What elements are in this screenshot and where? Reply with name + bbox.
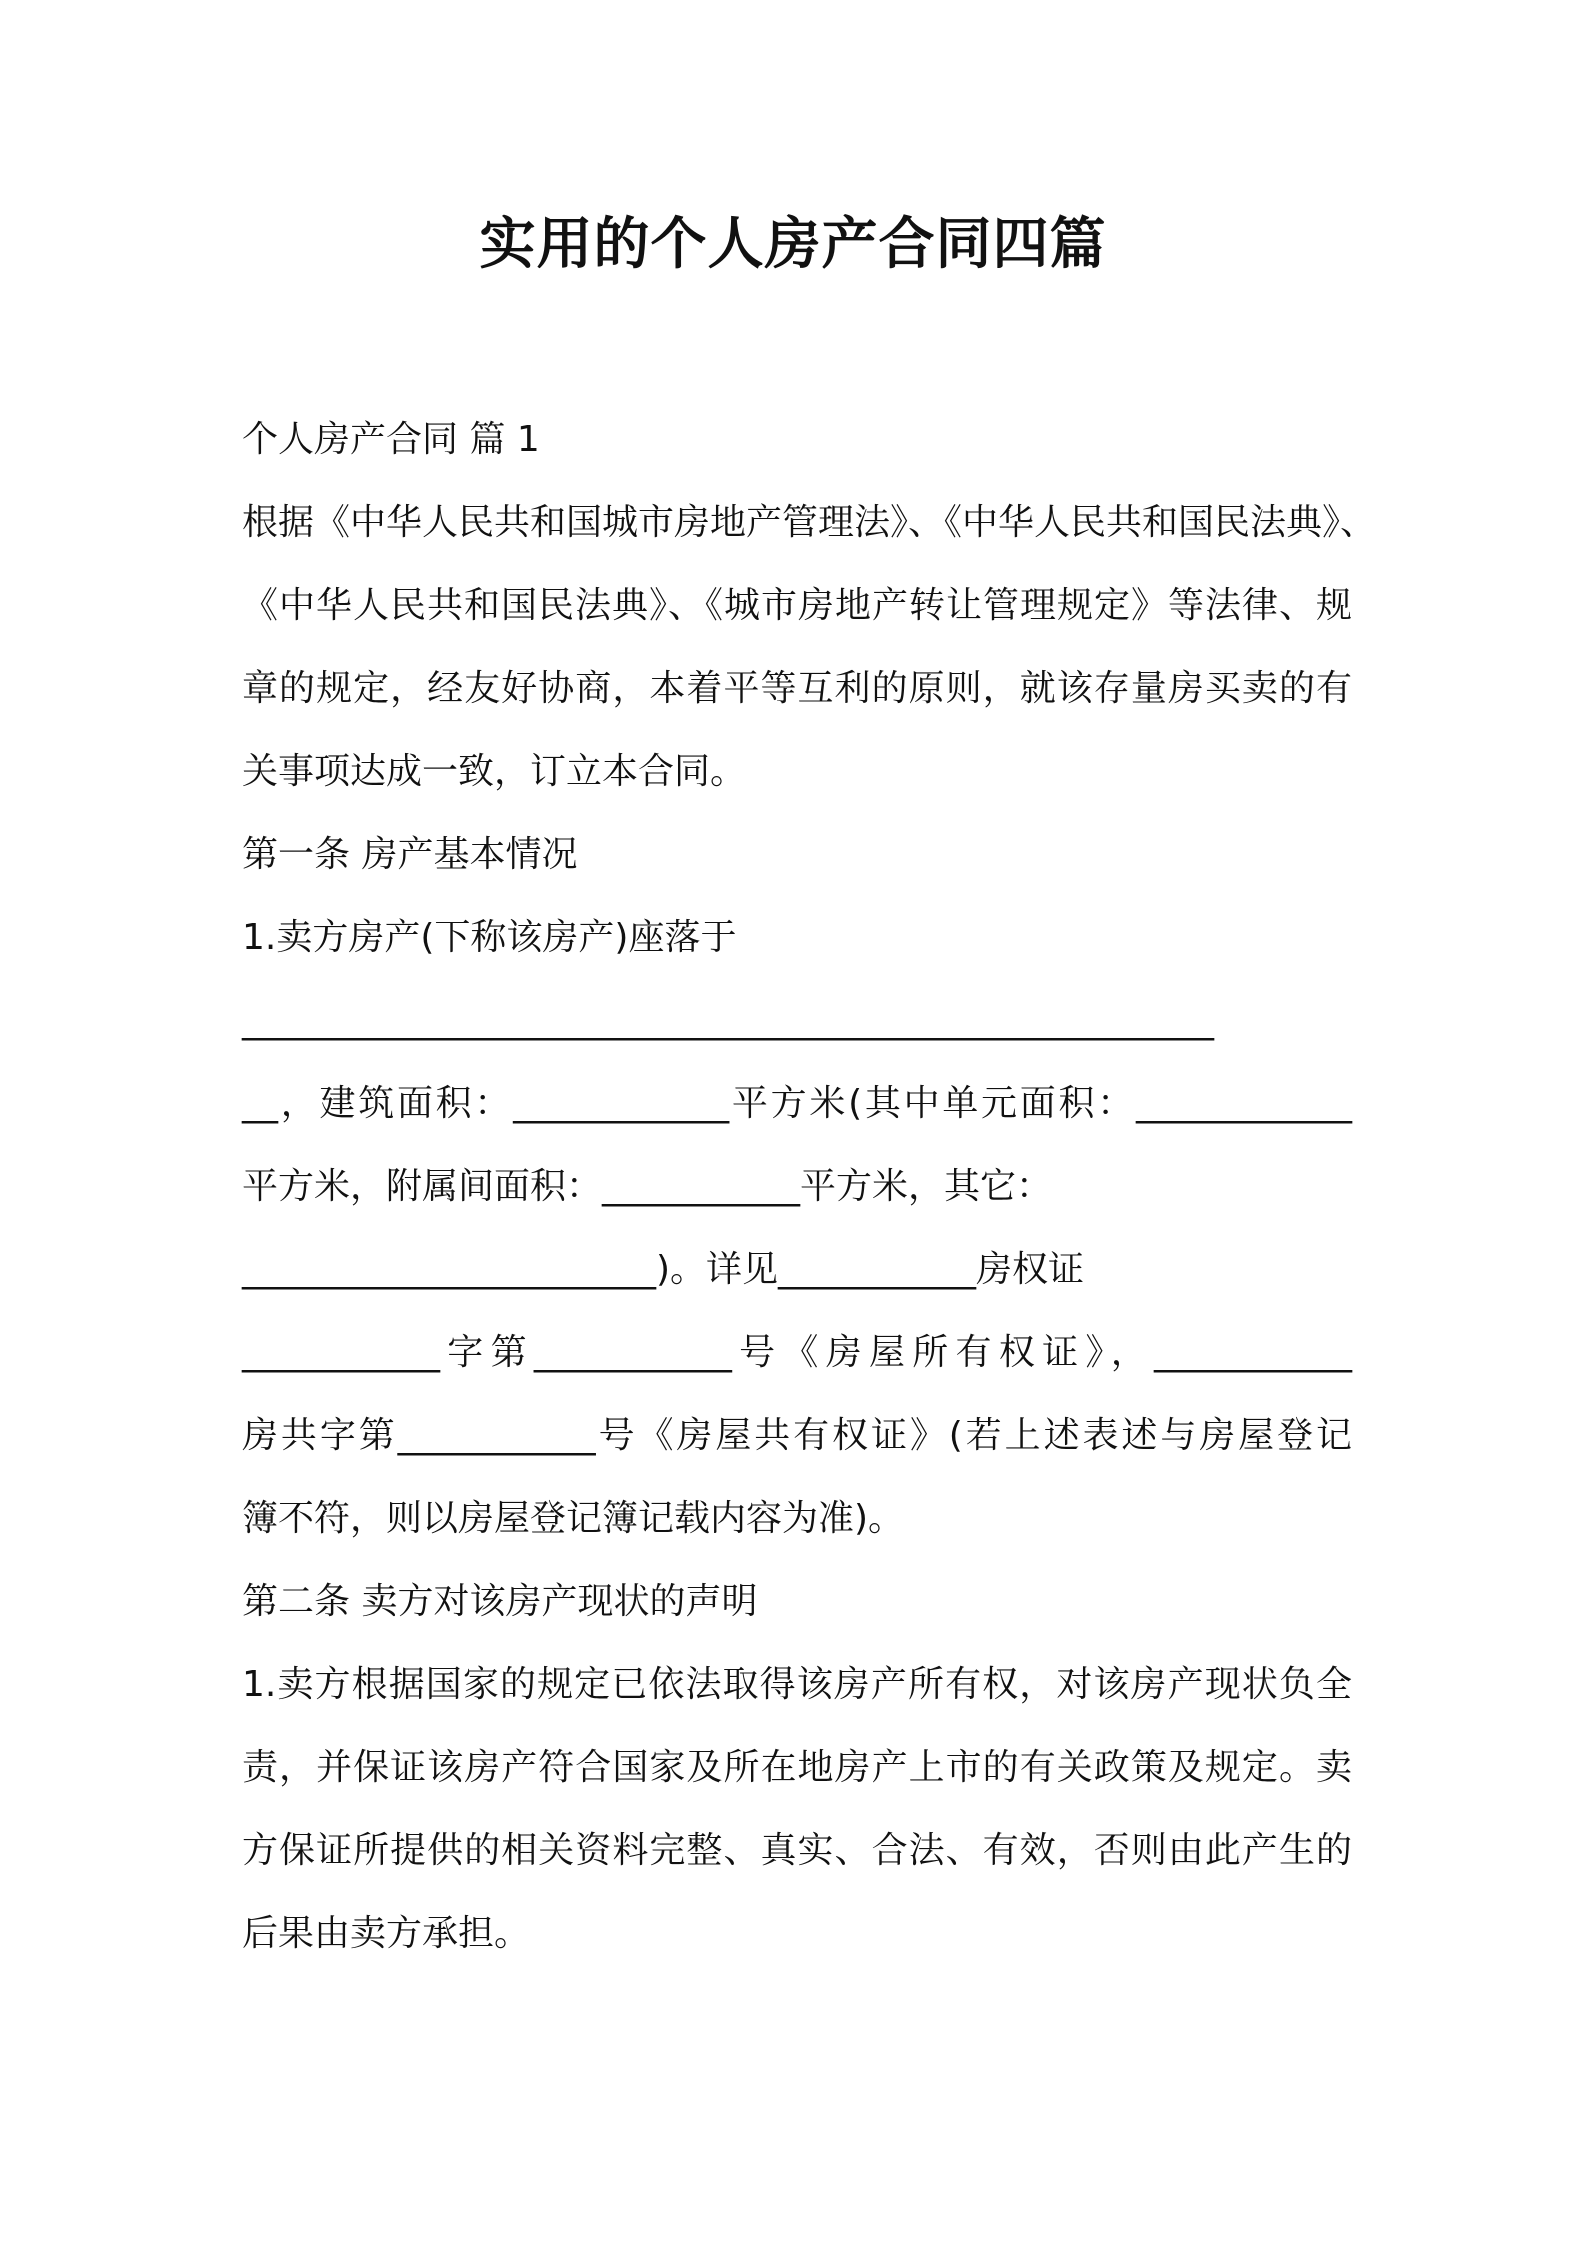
paragraph-line: 后果由卖方承担。	[242, 1913, 531, 1954]
paragraph-line: 责，并保证该房产符合国家及所在地房产上市的有关政策及规定。卖	[242, 1747, 1352, 1788]
section-heading: 个人房产合同 篇 1	[242, 419, 540, 460]
blank-line: ______________________________________________________	[242, 1000, 1214, 1041]
paragraph-line: ___________字第___________号《房屋所有权证》，___________	[242, 1332, 1352, 1373]
paragraph-line: 《中华人民共和国民法典》、《城市房地产转让管理规定》等法律、规	[242, 585, 1352, 626]
article-heading: 第一条 房产基本情况	[242, 834, 578, 875]
paragraph-line: 1.卖方房产(下称该房产)座落于	[242, 917, 737, 958]
paragraph-line: __，建筑面积：____________平方米(其中单元面积：____________	[242, 1083, 1352, 1124]
paragraph-line: 章的规定，经友好协商，本着平等互利的原则，就该存量房买卖的有	[242, 668, 1352, 709]
paragraph-line: 1.卖方根据国家的规定已依法取得该房产所有权，对该房产现状负全	[242, 1664, 1352, 1705]
paragraph-line: 簿不符，则以房屋登记簿记载内容为准)。	[242, 1498, 905, 1539]
paragraph-line: 方保证所提供的相关资料完整、真实、合法、有效，否则由此产生的	[242, 1830, 1352, 1871]
article-heading: 第二条 卖方对该房产现状的声明	[242, 1581, 758, 1622]
paragraph-line: _______________________)。详见___________房权证	[242, 1249, 1085, 1290]
document-body	[242, 398, 1377, 1975]
paragraph-line: 房共字第___________号《房屋共有权证》(若上述表述与房屋登记	[242, 1415, 1352, 1456]
paragraph-line: 根据《中华人民共和国城市房地产管理法》、《中华人民共和国民法典》、	[242, 502, 1377, 543]
document-title: 实用的个人房产合同四篇	[479, 212, 1107, 277]
paragraph-line: 关事项达成一致，订立本合同。	[242, 751, 747, 792]
paragraph-line: 平方米，附属间面积：___________平方米，其它：	[242, 1166, 1053, 1207]
